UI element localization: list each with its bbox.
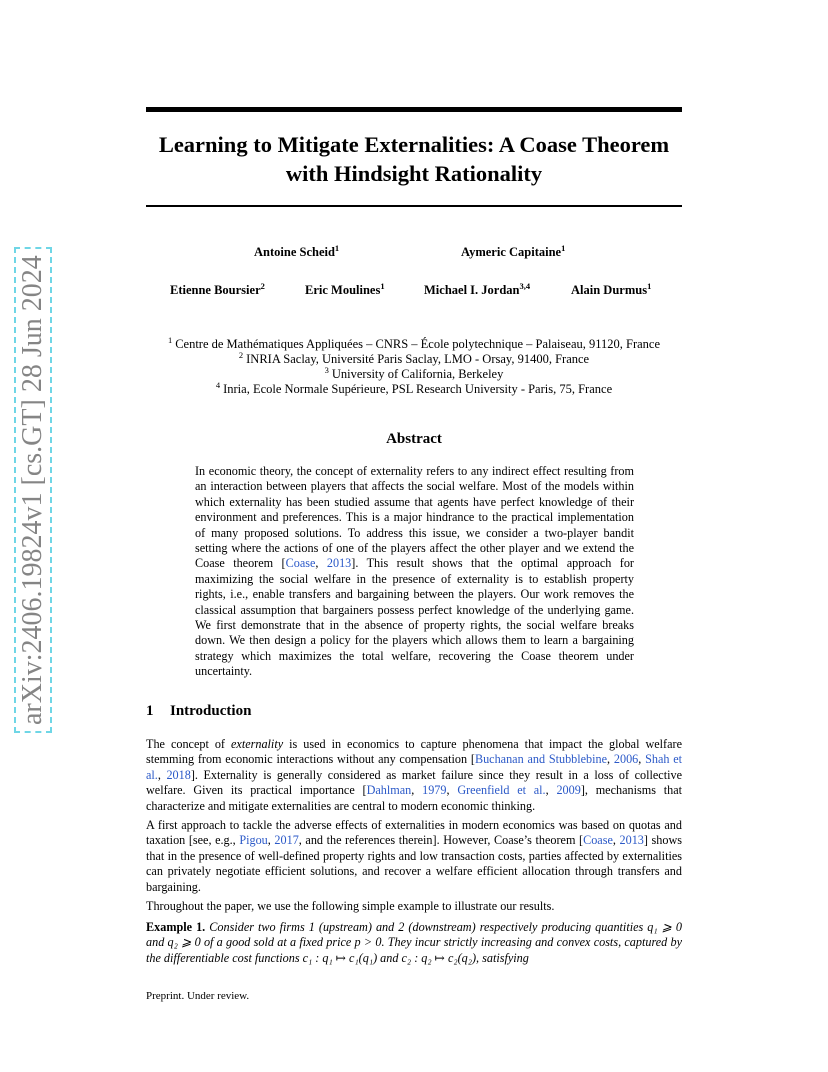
example-label: Example 1.	[146, 920, 206, 934]
text: ,	[545, 783, 557, 798]
author-sup: 1	[334, 243, 340, 253]
text: ], mechanisms that characterize and mitigate externalities are central to modern economic thinking.	[146, 783, 682, 813]
citation-link[interactable]: Coase	[285, 556, 316, 571]
affiliation-text: INRIA Saclay, Université Paris Saclay, LMO - Orsay, 91400, France	[246, 352, 590, 366]
citation-link[interactable]: 2018	[166, 767, 191, 782]
title-line-2: with Hindsight Rationality	[285, 161, 543, 186]
section-title: Introduction	[170, 703, 252, 719]
citation-link[interactable]: Pigou	[239, 833, 268, 848]
emphasis: externality	[231, 737, 284, 751]
affiliation-sup: 4	[215, 380, 221, 390]
affiliation-text: Centre de Mathématiques Appliquées – CNRS – École polytechnique – Palaiseau, 91120, France	[175, 337, 661, 351]
text: ] shows that in the presence of well-defined property rights and low transaction costs, parties affected by externalities can privately negotiate efficient solutions, and recover a welfare efficient allocation through transfers and bargaining.	[146, 833, 683, 894]
author-name: Aymeric Capitaine	[461, 245, 562, 259]
example-block	[146, 920, 682, 966]
text: ,	[612, 833, 620, 848]
text: is used in economics to capture phenomena that impact the global welfare stemming from economic interactions without any compensation [	[146, 737, 682, 767]
section-number: 1	[146, 703, 154, 719]
citation-link[interactable]: Greenfield et al.	[457, 783, 546, 798]
intro-paragraph-1	[146, 737, 682, 814]
author-sup: 2	[260, 281, 265, 291]
author-name: Antoine Scheid	[254, 245, 335, 259]
text: ,	[638, 752, 646, 767]
affiliation-sup: 1	[167, 335, 173, 345]
section-heading	[146, 703, 251, 720]
abstract-body	[195, 464, 634, 680]
text: ,	[157, 767, 167, 782]
text: ]. Externality is generally considered as market failure since they result in a loss of collective welfare. Given its practical importance [	[146, 767, 682, 798]
affiliation-sup: 2	[238, 350, 244, 360]
citation-link[interactable]: Dahlman	[366, 783, 412, 798]
title-top-rule	[146, 107, 682, 112]
text: ,	[446, 783, 458, 798]
text: ,	[411, 783, 423, 798]
author-name: Etienne Boursier	[170, 283, 261, 297]
title-bottom-rule	[146, 205, 682, 207]
author-6	[571, 283, 651, 298]
affiliation-4	[130, 382, 698, 397]
citation-link[interactable]: 1979	[422, 783, 447, 798]
text: ,	[267, 833, 275, 848]
text: ,	[315, 556, 327, 571]
citation-link[interactable]: Coase	[583, 833, 613, 848]
affiliation-1	[130, 337, 698, 352]
text: ,	[607, 752, 614, 767]
author-sup: 1	[561, 243, 566, 253]
author-sup: 1	[647, 281, 652, 291]
author-1	[254, 245, 339, 260]
text: ]. This result shows that the optimal approach for maximizing the social welfare in the presence of externality is to establish property rights, i.e., enable transfers and bargaining between the players. Our work removes the classical assumption that bargainers possess perfect knowledge of the underlying game. We first demonstrate that in the absence of property rights, the social welfare breaks down. We then design a policy for the players which allows them to learn a bargaining strategy which maximizes the total welfare, recovering the Coase theorem under uncertainty.	[195, 556, 634, 679]
text: , and the references therein]. However, Coase’s theorem [	[298, 833, 584, 848]
intro-paragraph-2	[146, 818, 682, 895]
paper-title	[146, 130, 682, 188]
affiliations	[130, 337, 698, 397]
author-name: Michael I. Jordan	[424, 283, 520, 297]
title-line-1: Learning to Mitigate Externalities: A Coase Theorem	[158, 132, 670, 157]
citation-link[interactable]: 2013	[619, 833, 644, 848]
affiliation-sup: 3	[324, 365, 329, 375]
text: A first approach to tackle the adverse effects of externalities in modern economics was based on quotas and taxation [see, e.g.,	[146, 818, 682, 848]
text: In economic theory, the concept of externality refers to any indirect effect resulting from an interaction between players that affects the social welfare. Most of the models within which externality has been studied assume that agents have perfect knowledge of their environment and preferences. This is a major hindrance to the practical implementation of many proposed solutions. To address this issue, we consider a two-player bandit setting where the actions of one of the players affect the other player and we extend the Coase theorem [	[195, 464, 634, 571]
citation-link[interactable]: 2017	[274, 833, 299, 848]
citation-link[interactable]: 2006	[613, 752, 639, 767]
abstract-heading: Abstract	[386, 431, 442, 447]
example-text: Consider two firms 1 (upstream) and 2 (downstream) respectively producing quantities q₁ ⩾ 0 and q₂ ⩾ 0 of a good sold at a fixed price p > 0. They incur strictly increasing and convex costs, captured by the differentiable cost functions c₁ : q₁ ↦ c₁(q₁) and c₂ : q₂ ↦ c₂(q₂), satisfying	[146, 920, 683, 965]
arxiv-stamp-text: arXiv:2406.19824v1 [cs.GT] 28 Jun 2024	[14, 247, 52, 733]
author-3	[170, 283, 265, 298]
citation-link[interactable]: 2013	[326, 556, 352, 571]
affiliation-2	[130, 352, 698, 367]
author-name: Alain Durmus	[571, 283, 648, 297]
author-name: Eric Moulines	[305, 283, 381, 297]
affiliation-text: University of California, Berkeley	[331, 367, 504, 381]
citation-link[interactable]: 2009	[556, 783, 581, 798]
author-sup: 1	[380, 281, 385, 291]
author-2	[461, 245, 565, 260]
citation-link[interactable]: Shah et al.	[146, 752, 683, 782]
text: The concept of	[146, 737, 231, 751]
author-4	[305, 283, 385, 298]
intro-paragraph-3: Throughout the paper, we use the following simple example to illustrate our results.	[146, 899, 555, 913]
footer-note: Preprint. Under review.	[146, 990, 250, 1002]
affiliation-text: Inria, Ecole Normale Supérieure, PSL Research University - Paris, 75, France	[223, 382, 613, 396]
citation-link[interactable]: Buchanan and Stubblebine	[474, 752, 608, 767]
author-5	[424, 283, 530, 298]
author-sup: 3,4	[519, 281, 531, 291]
